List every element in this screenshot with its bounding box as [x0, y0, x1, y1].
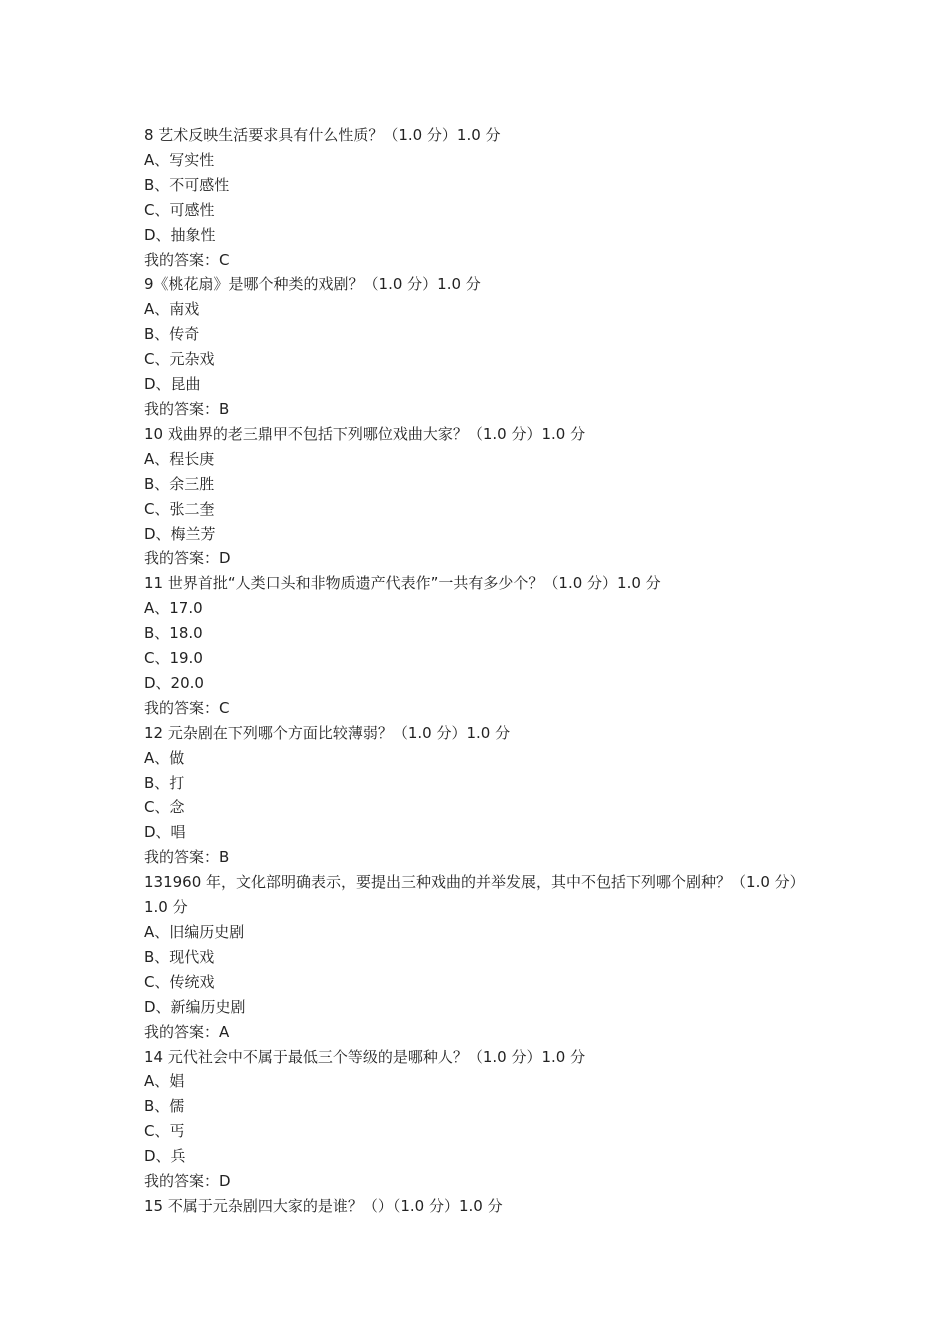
option-b: B、儒: [144, 1097, 185, 1116]
question-15: [144, 1194, 814, 1219]
option-d: D、兵: [144, 1147, 186, 1166]
my-answer: 我的答案：C: [144, 698, 230, 717]
option-d: D、梅兰芳: [144, 524, 216, 543]
option-c: C、19.0: [144, 649, 203, 668]
question-10: [144, 422, 814, 571]
question-9: [144, 272, 814, 421]
question-12: [144, 721, 814, 870]
option-b: B、传奇: [144, 325, 200, 344]
option-b: B、18.0: [144, 624, 203, 643]
option-a: A、17.0: [144, 599, 203, 618]
option-a: A、旧编历史剧: [144, 923, 245, 941]
question-8: [144, 123, 814, 272]
question-11: [144, 571, 814, 720]
option-c: C、可感性: [144, 200, 215, 219]
option-a: A、程长庚: [144, 449, 215, 468]
option-c: C、传统戏: [144, 972, 215, 991]
question-title: 8 艺术反映生活要求具有什么性质？（1.0 分）1.0 分: [144, 126, 501, 144]
option-d: D、唱: [144, 823, 186, 842]
option-d: D、抽象性: [144, 225, 216, 244]
option-b: B、打: [144, 773, 185, 792]
option-b: B、不可感性: [144, 175, 230, 194]
question-14: [144, 1045, 814, 1194]
option-c: C、丐: [144, 1122, 185, 1141]
option-a: A、写实性: [144, 150, 215, 169]
my-answer: 我的答案：D: [144, 549, 231, 568]
document-page: [144, 123, 814, 1219]
option-d: D、新编历史剧: [144, 997, 246, 1016]
my-answer: 我的答案：B: [144, 399, 230, 418]
my-answer: 我的答案：A: [144, 1022, 230, 1041]
option-d: D、20.0: [144, 673, 204, 692]
my-answer: 我的答案：C: [144, 250, 230, 269]
option-c: C、念: [144, 798, 185, 817]
question-title: 15 不属于元杂剧四大家的是谁？（）（1.0 分）1.0 分: [144, 1196, 503, 1215]
question-title: 11 世界首批“人类口头和非物质遗产代表作”一共有多少个？（1.0 分）1.0 分: [144, 574, 661, 593]
option-a: A、娼: [144, 1072, 185, 1091]
question-title: 10 戏曲界的老三鼎甲不包括下列哪位戏曲大家？（1.0 分）1.0 分: [144, 424, 586, 443]
question-title: 14 元代社会中不属于最低三个等级的是哪种人？（1.0 分）1.0 分: [144, 1047, 586, 1066]
option-a: A、南戏: [144, 300, 200, 319]
question-title: 131960 年，文化部明确表示，要提出三种戏曲的并举发展，其中不包括下列哪个剧种？（1.0 分）1.0 分: [144, 873, 805, 917]
question-title: 12 元杂剧在下列哪个方面比较薄弱？（1.0 分）1.0 分: [144, 723, 511, 742]
option-c: C、元杂戏: [144, 350, 215, 369]
option-b: B、现代戏: [144, 947, 215, 966]
option-d: D、昆曲: [144, 375, 201, 394]
option-a: A、做: [144, 748, 185, 767]
option-b: B、余三胜: [144, 474, 215, 493]
option-c: C、张二奎: [144, 499, 215, 518]
question-title: 9《桃花扇》是哪个种类的戏剧？（1.0 分）1.0 分: [144, 275, 481, 294]
question-13: [144, 870, 814, 1044]
my-answer: 我的答案：B: [144, 848, 230, 867]
my-answer: 我的答案：D: [144, 1172, 231, 1191]
